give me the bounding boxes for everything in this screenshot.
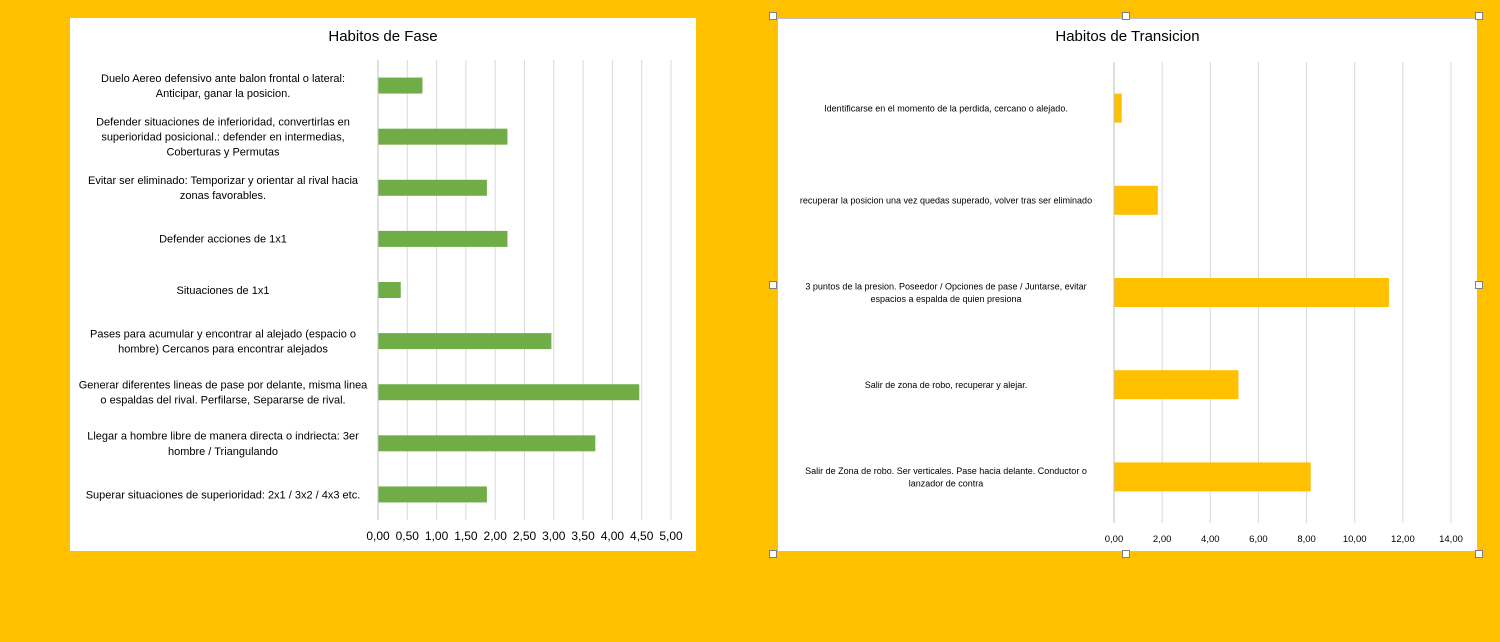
bar [379, 78, 423, 94]
bar [379, 129, 508, 145]
resize-handle-top-middle[interactable] [1122, 12, 1130, 20]
chart-title: Habitos de Transicion [1055, 28, 1200, 45]
category-label: Llegar a hombre libre de manera directa o indriecta: 3er hombre / Triangulando [87, 430, 359, 458]
category-label: Defender acciones de 1x1 [159, 233, 287, 246]
x-tick-label: 0,00 [1104, 534, 1124, 545]
x-tick-label: 2,00 [1152, 534, 1172, 545]
x-tick-label: 1,00 [424, 529, 449, 543]
resize-handle-middle-right[interactable] [1475, 281, 1483, 289]
resize-handle-bottom-right[interactable] [1475, 550, 1483, 558]
x-tick-label: 10,00 [1342, 534, 1367, 545]
x-tick-label: 8,00 [1297, 534, 1316, 545]
bar [379, 384, 640, 400]
x-tick-label: 3,50 [571, 529, 595, 543]
x-tick-label: 2,00 [483, 529, 507, 543]
bar [1115, 186, 1158, 215]
x-tick-label: 4,50 [630, 529, 654, 543]
category-label: Identificarse en el momento de la perdida, cercano o alejado. [824, 103, 1068, 114]
x-tick-label: 6,00 [1249, 534, 1268, 545]
category-label: Salir de Zona de robo. Ser verticales. Pase hacia delante. Conductor o lanzador de contra [805, 465, 1087, 489]
chart-transicion[interactable] [777, 18, 1478, 552]
x-tick-label: 14,00 [1439, 534, 1463, 545]
category-label: recuperar la posicion una vez quedas superado, volver tras ser eliminado [799, 195, 1093, 206]
bar [1115, 94, 1122, 123]
bar [379, 282, 401, 298]
chart-title: Habitos de Fase [328, 28, 438, 45]
resize-handle-middle-left[interactable] [769, 281, 777, 289]
bar [1115, 278, 1389, 307]
category-label: Pases para acumular y encontrar al alejado (espacio o hombre) Cercanos para encontrar alejados [90, 328, 356, 356]
category-label: Duelo Aereo defensivo ante balon frontal o lateral: Anticipar, ganar la posicion. [101, 72, 345, 100]
x-tick-label: 4,00 [1201, 534, 1220, 545]
category-label: Evitar ser eliminado: Temporizar y orientar al rival hacia zonas favorables. [87, 175, 359, 203]
x-tick-label: 0,50 [395, 529, 419, 543]
x-tick-label: 5,00 [659, 529, 683, 543]
resize-handle-top-right[interactable] [1475, 12, 1483, 20]
category-label: Salir de zona de robo, recuperar y alejar. [864, 379, 1028, 390]
bar [379, 435, 596, 451]
resize-handle-top-left[interactable] [769, 12, 777, 20]
x-tick-label: 1,50 [454, 529, 478, 543]
bar [379, 180, 487, 196]
category-label: 3 puntos de la presion. Poseedor / Opciones de pase / Juntarse, evitar espacios a espalda de quien presiona [805, 281, 1087, 304]
resize-handle-bottom-middle[interactable] [1122, 550, 1130, 558]
chart-fase-plot [70, 18, 696, 551]
x-tick-label: 12,00 [1390, 534, 1415, 545]
category-label: Generar diferentes lineas de pase por delante, misma linea o espaldas del rival. Perfilarse, Separarse de rival. [78, 379, 368, 407]
bar [1115, 370, 1239, 399]
bar [1115, 462, 1311, 491]
chart-fase[interactable] [70, 18, 696, 551]
bar [379, 231, 508, 247]
x-tick-label: 2,50 [512, 529, 537, 543]
resize-handle-bottom-left[interactable] [769, 550, 777, 558]
bar [379, 486, 487, 502]
chart-transicion-plot [778, 19, 1479, 553]
category-label: Situaciones de 1x1 [176, 284, 270, 297]
x-tick-label: 0,00 [366, 529, 390, 543]
x-tick-label: 4,00 [600, 529, 625, 543]
category-label: Superar situaciones de superioridad: 2x1 / 3x2 / 4x3 etc. [85, 489, 361, 502]
bar [379, 333, 552, 349]
category-label: Defender situaciones de inferioridad, convertirlas en superioridad posicional.: defender en intermedias, Coberturas y Permutas [96, 116, 350, 159]
x-tick-label: 3,00 [542, 529, 566, 543]
